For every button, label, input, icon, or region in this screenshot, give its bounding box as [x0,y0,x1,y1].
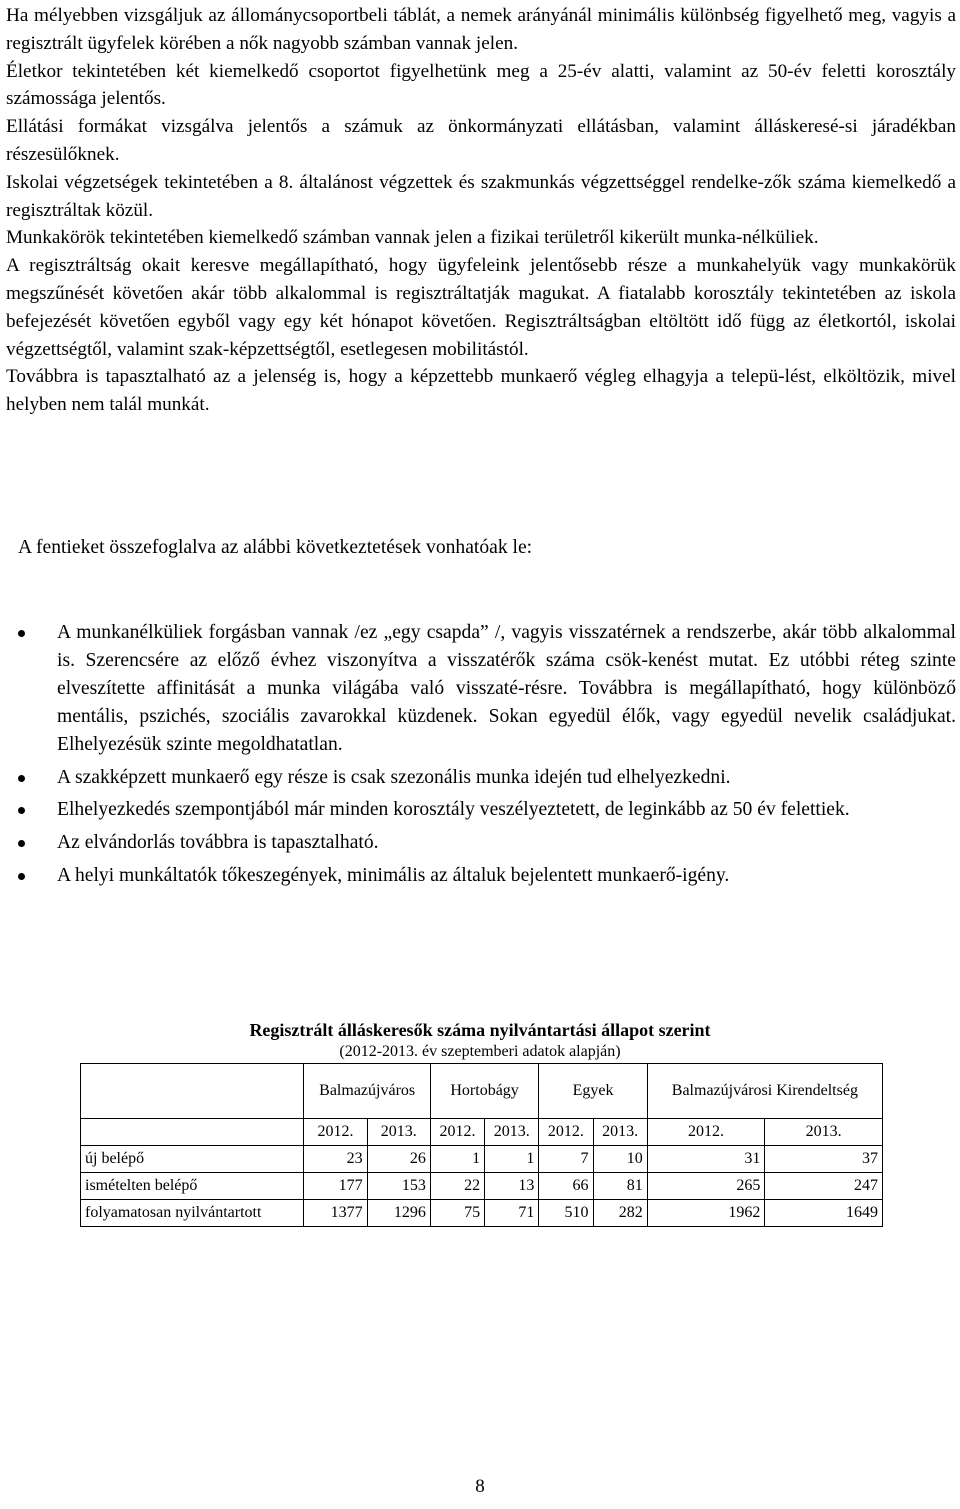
table-cell: 510 [539,1200,593,1227]
body-text [6,2,956,419]
table-cell: 265 [647,1173,765,1200]
paragraph: Munkakörök tekintetében kiemelkedő számban vannak jelen a fizikai területről kikerült munka-nélküliek. [6,227,819,249]
list-item-text: A szakképzett munkaerő egy része is csak szezonális munka idején tud elhelyezkedni. [57,766,731,788]
row-label: ismételten belépő [81,1173,304,1200]
conclusion-list [18,619,956,895]
row-label: új belépő [81,1146,304,1173]
table-cell: 1649 [765,1200,883,1227]
column-group-header: Hortobágy [430,1064,538,1119]
table-cell: 10 [593,1146,647,1173]
table-cell: 153 [367,1173,430,1200]
table-cell: 22 [430,1173,484,1200]
bullet-icon [18,873,25,880]
bullet-icon [18,807,25,814]
bullet-icon [18,630,25,637]
list-item [18,619,956,759]
table-cell: 247 [765,1173,883,1200]
bullet-icon [18,775,25,782]
year-header: 2013. [593,1119,647,1146]
table-cell: 1 [430,1146,484,1173]
table-row [81,1173,883,1200]
list-item [18,796,956,824]
year-header: 2013. [765,1119,883,1146]
paragraph: Ellátási formákat vizsgálva jelentős a számuk az önkormányzati ellátásban, valamint álláskeresé-si járadékban részesülőknek. [6,116,956,165]
paragraph: Életkor tekintetében két kiemelkedő csoportot figyelhetünk meg a 25-év alatti, valamint az 50-év feletti korosztály számossága jelentős. [6,60,956,110]
list-item [18,764,956,792]
year-header: 2012. [304,1119,367,1146]
table-cell: 13 [485,1173,539,1200]
bullet-icon [18,840,25,847]
table-cell: 66 [539,1173,593,1200]
table-cell: 75 [430,1200,484,1227]
table-cell: 1296 [367,1200,430,1227]
table-corner-cell [81,1064,304,1119]
table-cell: 31 [647,1146,765,1173]
table-cell: 177 [304,1173,367,1200]
table-cell: 26 [367,1146,430,1173]
page-number: 8 [475,1476,485,1497]
table-cell: 1962 [647,1200,765,1227]
year-header: 2013. [367,1119,430,1146]
table-subtitle: (2012-2013. év szeptemberi adatok alapján) [339,1043,621,1060]
table-cell: 71 [485,1200,539,1227]
table-row [81,1200,883,1227]
list-item-text: Az elvándorlás továbbra is tapasztalható. [57,832,379,854]
table-cell: 81 [593,1173,647,1200]
table-cell: 282 [593,1200,647,1227]
list-item-text: Elhelyezkedés szempontjából már minden korosztály veszélyeztetett, de leginkább az 50 év felettiek. [57,799,850,821]
paragraph: Ha mélyebben vizsgáljuk az állománycsoportbeli táblát, a nemek arányánál minimális különbség figyelhető meg, vagyis a regisztrált ügyfelek körében a nők nagyobb számban vannak jelen. [6,5,956,54]
table-cell: 23 [304,1146,367,1173]
list-item [18,829,956,857]
table-corner-cell [81,1119,304,1146]
summary-heading: A fentieket összefoglalva az alábbi következtetések vonhatóak le: [18,537,533,558]
row-label: folyamatosan nyilvántartott [81,1200,304,1227]
year-header: 2012. [430,1119,484,1146]
paragraph: Továbbra is tapasztalható az a jelenség is, hogy a képzettebb munkaerő végleg elhagyja a telepü-lést, elköltözik, mivel helyben nem talál munkát. [6,366,956,416]
column-group-header: Balmazújvárosi Kirendeltség [647,1064,882,1119]
list-item-text: A helyi munkáltatók tőkeszegények, minimális az általuk bejelentett munkaerő-igény. [57,865,730,887]
paragraph: Iskolai végzetségek tekintetében a 8. általánost végzettek és szakmunkás végzettséggel rendelke-zők száma kiemelkedő a regisztráltak közül. [6,171,956,221]
table-cell: 1377 [304,1200,367,1227]
year-header: 2012. [647,1119,765,1146]
table-cell: 37 [765,1146,883,1173]
job-seekers-table [80,1063,883,1227]
column-group-header: Egyek [539,1064,647,1119]
table-header-row [81,1064,883,1119]
table-year-row [81,1119,883,1146]
list-item [18,862,956,890]
year-header: 2012. [539,1119,593,1146]
table-title: Regisztrált álláskeresők száma nyilvántartási állapot szerint [249,1020,711,1040]
column-group-header: Balmazújváros [304,1064,430,1119]
year-header: 2013. [485,1119,539,1146]
table-row [81,1146,883,1173]
list-item-text: A munkanélküliek forgásban vannak /ez „egy csapda” /, vagyis visszatérnek a rendszerbe, akár több alkalommal is. Szerencsére az előző évhez viszonyítva a visszatérők száma csök-kenést mutat. Ez utóbbi réteg szinte elveszítette affinitását a munka világába való visszaté-résre. Továbbra is megállapítható, hogy különböző mentális, pszichés, szociális zavarokkal küzdenek. Sokan egyedül élők, vagy egyedül nevelik családjukat. Elhelyezésük szinte megoldhatatlan. [57,622,956,755]
paragraph: A regisztráltság okait keresve megállapítható, hogy ügyfeleink jelentősebb része a munkahelyük vagy munkakörük megszűnését követően akár több alkalommal is regisztráltatják magukat. A fiatalabb korosztály tekintetében az iskola befejezését követően egyből vagy egy két hónapot követően. Regisztráltságban eltöltött idő függ az életkortól, iskolai végzettségtől, valamint szak-képzettségtől, esetlegesen mobilitástól. [6,255,956,360]
table-cell: 1 [485,1146,539,1173]
table-cell: 7 [539,1146,593,1173]
